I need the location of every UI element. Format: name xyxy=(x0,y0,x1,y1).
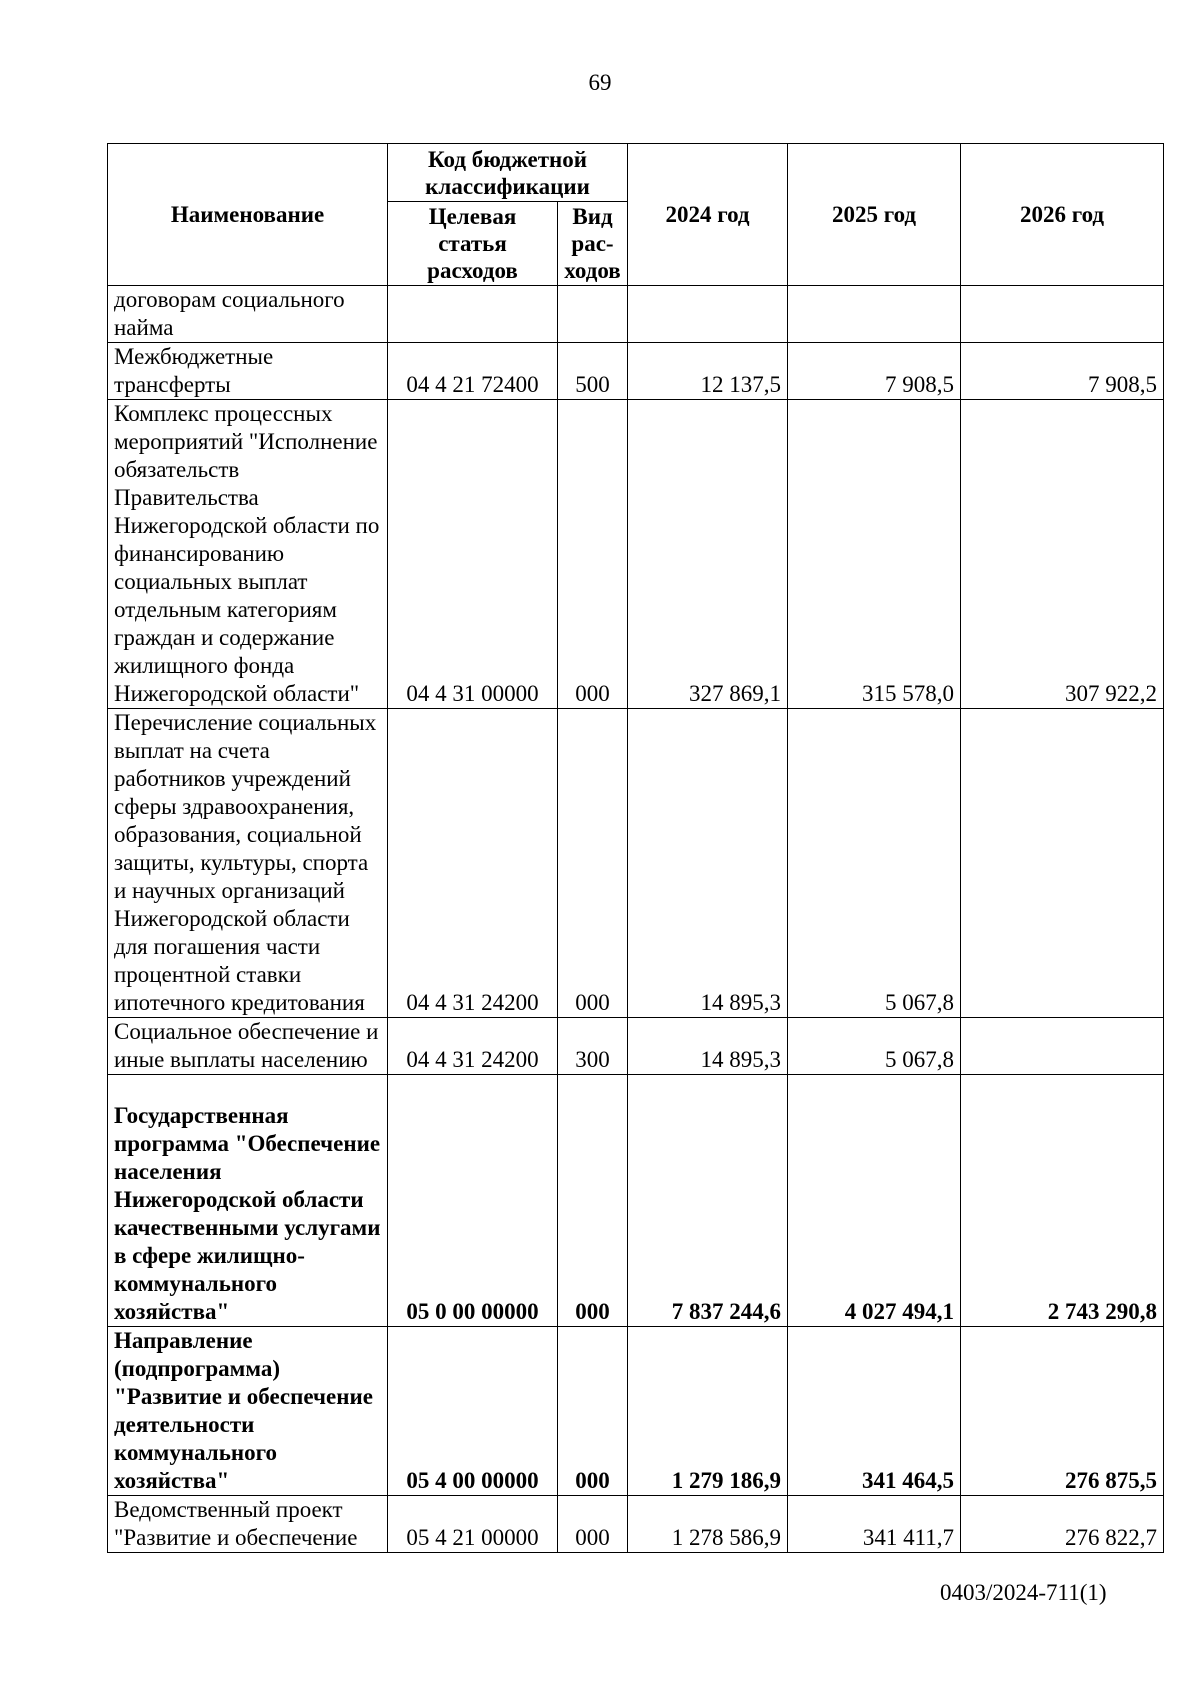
row-target-code: 05 0 00 00000 xyxy=(388,1075,558,1327)
row-expense-kind: 500 xyxy=(558,343,628,400)
row-expense-kind xyxy=(558,286,628,343)
row-2024-amount: 14 895,3 xyxy=(628,709,788,1018)
row-2026-amount xyxy=(961,1018,1164,1075)
page-number: 69 xyxy=(588,70,612,95)
row-target-code: 05 4 00 00000 xyxy=(388,1327,558,1496)
table-row xyxy=(108,709,1164,1018)
row-2026-amount: 307 922,2 xyxy=(961,400,1164,709)
row-expense-kind: 000 xyxy=(558,1327,628,1496)
row-2024-amount: 1 278 586,9 xyxy=(628,1496,788,1553)
row-name: Межбюджетные трансферты xyxy=(108,343,388,400)
row-2026-amount: 276 822,7 xyxy=(961,1496,1164,1553)
row-2026-amount xyxy=(961,709,1164,1018)
row-expense-kind: 000 xyxy=(558,1496,628,1553)
row-expense-kind: 000 xyxy=(558,709,628,1018)
document-number: 0403/2024-711(1) xyxy=(940,1580,1107,1605)
budget-table xyxy=(107,143,1164,1553)
row-2025-amount: 315 578,0 xyxy=(788,400,961,709)
row-2024-amount: 327 869,1 xyxy=(628,400,788,709)
row-target-code xyxy=(388,286,558,343)
row-2024-amount: 7 837 244,6 xyxy=(628,1075,788,1327)
row-2024-amount: 1 279 186,9 xyxy=(628,1327,788,1496)
row-2026-amount xyxy=(961,286,1164,343)
row-expense-kind: 000 xyxy=(558,400,628,709)
row-2026-amount: 7 908,5 xyxy=(961,343,1164,400)
header-code-group: Код бюджетной классификации xyxy=(388,144,628,202)
row-target-code: 04 4 31 24200 xyxy=(388,1018,558,1075)
header-2024: 2024 год xyxy=(628,144,788,286)
header-2026: 2026 год xyxy=(961,144,1164,286)
row-target-code: 04 4 21 72400 xyxy=(388,343,558,400)
row-name: Ведомственный проект "Развитие и обеспечение xyxy=(108,1496,388,1553)
row-2024-amount: 14 895,3 xyxy=(628,1018,788,1075)
row-2024-amount xyxy=(628,286,788,343)
row-2025-amount: 5 067,8 xyxy=(788,709,961,1018)
table-row xyxy=(108,400,1164,709)
row-name: Комплекс процессных мероприятий "Исполнение обязательств Правительства Нижегородской области по финансированию социальных выплат отдельным категориям граждан и содержание жилищного фонда Нижегородской области" xyxy=(108,400,388,709)
table-row xyxy=(108,1018,1164,1075)
table-row xyxy=(108,286,1164,343)
row-2026-amount: 276 875,5 xyxy=(961,1327,1164,1496)
header-kind: Вид рас-ходов xyxy=(558,202,628,286)
row-2026-amount: 2 743 290,8 xyxy=(961,1075,1164,1327)
row-target-code: 04 4 31 00000 xyxy=(388,400,558,709)
table-row xyxy=(108,343,1164,400)
row-name: Государственная программа "Обеспечение населения Нижегородской области качественными услугами в сфере жилищно-коммунального хозяйства" xyxy=(108,1075,388,1327)
row-name: договорам социального найма xyxy=(108,286,388,343)
header-name: Наименование xyxy=(108,144,388,286)
table-row xyxy=(108,1075,1164,1327)
header-target: Целевая статья расходов xyxy=(388,202,558,286)
row-expense-kind: 300 xyxy=(558,1018,628,1075)
row-2025-amount: 7 908,5 xyxy=(788,343,961,400)
header-2025: 2025 год xyxy=(788,144,961,286)
row-2025-amount: 4 027 494,1 xyxy=(788,1075,961,1327)
row-2025-amount: 341 464,5 xyxy=(788,1327,961,1496)
row-name: Направление (подпрограмма) "Развитие и обеспечение деятельности коммунального хозяйства" xyxy=(108,1327,388,1496)
row-2025-amount xyxy=(788,286,961,343)
row-name: Перечисление социальных выплат на счета работников учреждений сферы здравоохранения, образования, социальной защиты, культуры, спорта и научных организаций Нижегородской области для погашения части процентной ставки ипотечного кредитования xyxy=(108,709,388,1018)
row-2025-amount: 341 411,7 xyxy=(788,1496,961,1553)
row-name: Социальное обеспечение и иные выплаты населению xyxy=(108,1018,388,1075)
row-2024-amount: 12 137,5 xyxy=(628,343,788,400)
row-target-code: 05 4 21 00000 xyxy=(388,1496,558,1553)
row-target-code: 04 4 31 24200 xyxy=(388,709,558,1018)
row-expense-kind: 000 xyxy=(558,1075,628,1327)
row-2025-amount: 5 067,8 xyxy=(788,1018,961,1075)
table-row xyxy=(108,1496,1164,1553)
table-row xyxy=(108,1327,1164,1496)
